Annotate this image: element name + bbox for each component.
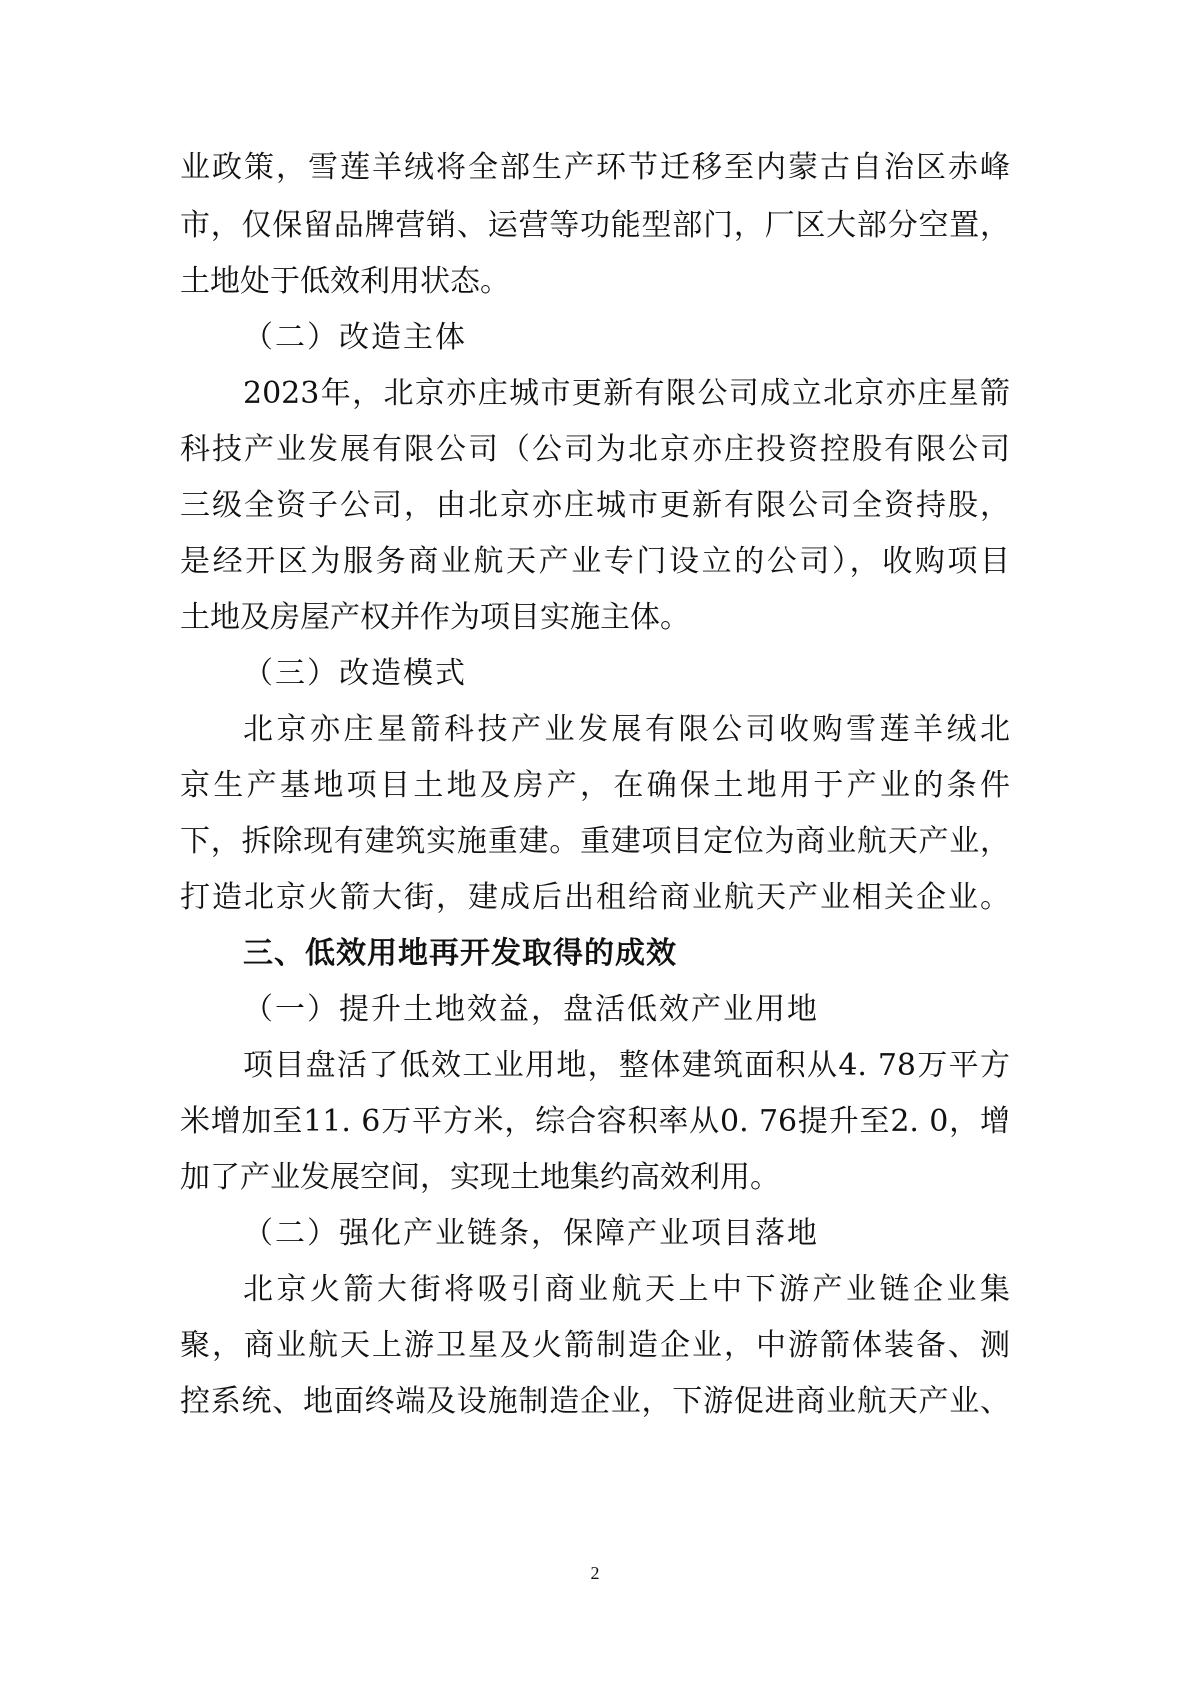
paragraph-line: 项目盘活了低效工业用地，整体建筑面积从4. 78万平方: [243, 1048, 1010, 1083]
paragraph-line: 土地处于低效利用状态。: [180, 264, 510, 299]
paragraph-line: 聚，商业航天上游卫星及火箭制造企业，中游箭体装备、测: [180, 1328, 1010, 1363]
paragraph-line: 下，拆除现有建筑实施重建。重建项目定位为商业航天产业，: [180, 824, 1010, 859]
section-title: 三、低效用地再开发取得的成效: [243, 936, 677, 971]
paragraph-line: 打造北京火箭大街，建成后出租给商业航天产业相关企业。: [180, 880, 1010, 915]
paragraph-line: 是经开区为服务商业航天产业专门设立的公司），收购项目: [180, 544, 1010, 579]
paragraph-line: 北京亦庄星箭科技产业发展有限公司收购雪莲羊绒北: [243, 712, 1010, 747]
page-number: 2: [590, 1563, 600, 1583]
paragraph-line: 土地及房屋产权并作为项目实施主体。: [180, 600, 690, 635]
subheading-benefit: （一）提升土地效益，盘活低效产业用地: [243, 992, 819, 1027]
paragraph-line: 米增加至11. 6万平方米，综合容积率从0. 76提升至2. 0，增: [180, 1104, 1010, 1139]
paragraph-line: 业政策，雪莲羊绒将全部生产环节迁移至内蒙古自治区赤峰: [180, 150, 1010, 185]
paragraph-line: 科技产业发展有限公司（公司为北京亦庄投资控股有限公司: [180, 432, 1010, 467]
paragraph-line: 北京火箭大街将吸引商业航天上中下游产业链企业集: [243, 1272, 1010, 1307]
subheading-subject: （二）改造主体: [243, 320, 467, 355]
paragraph-line: 控系统、地面终端及设施制造企业，下游促进商业航天产业、: [180, 1384, 1010, 1419]
subheading-mode: （三）改造模式: [243, 656, 467, 691]
subheading-chain: （二）强化产业链条，保障产业项目落地: [243, 1216, 819, 1251]
paragraph-line: 2023年，北京亦庄城市更新有限公司成立北京亦庄星箭: [243, 376, 1010, 411]
paragraph-line: 市，仅保留品牌营销、运营等功能型部门，厂区大部分空置，: [180, 208, 1010, 243]
paragraph-line: 京生产基地项目土地及房产，在确保土地用于产业的条件: [180, 768, 1010, 803]
paragraph-line: 加了产业发展空间，实现土地集约高效利用。: [180, 1160, 780, 1195]
paragraph-line: 三级全资子公司，由北京亦庄城市更新有限公司全资持股，: [180, 488, 1010, 523]
